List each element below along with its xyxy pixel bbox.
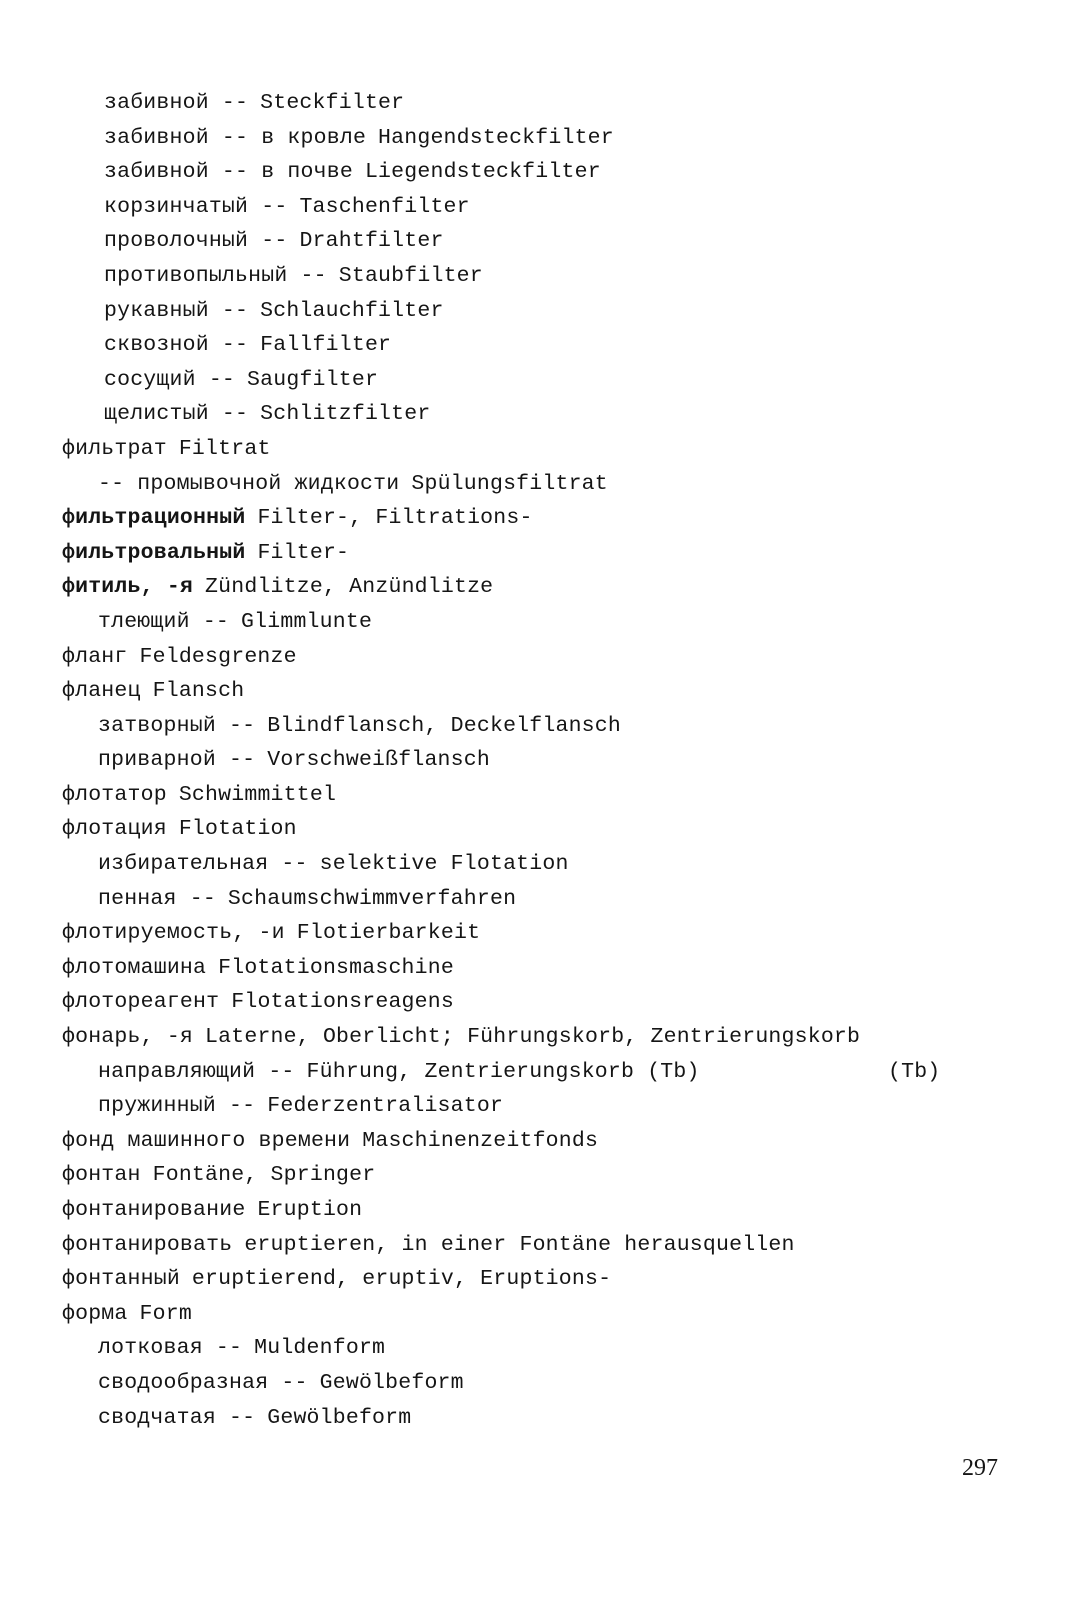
russian-term: фонд машинного времени	[62, 1128, 351, 1153]
german-translation: Laterne, Oberlicht; Führungskorb, Zentrierungskorb	[205, 1025, 861, 1050]
russian-term: фильтровальный	[62, 540, 246, 565]
german-translation: Schwimmittel	[178, 782, 337, 807]
german-translation: Staubfilter	[338, 263, 483, 288]
russian-term: приварной --	[98, 748, 256, 773]
german-translation: Flotationsmaschine	[218, 955, 454, 980]
dictionary-entry	[0, 951, 1084, 986]
russian-term: избирательная --	[98, 852, 308, 877]
dictionary-entry	[0, 1193, 1084, 1228]
dictionary-entry	[0, 1366, 1084, 1401]
dictionary-entry	[0, 1228, 1084, 1263]
german-translation: Filtrat	[178, 436, 271, 461]
russian-term: флотатор	[62, 782, 167, 807]
russian-term: пружинный --	[98, 1094, 256, 1119]
german-translation: Form	[139, 1301, 192, 1326]
russian-term: щелистый --	[104, 402, 249, 427]
russian-term: затворный --	[98, 713, 256, 738]
russian-term: рукавный --	[104, 298, 249, 323]
margin-note: (Tb)	[888, 1059, 941, 1084]
dictionary-entry	[0, 155, 1084, 190]
german-translation: Maschinenzeitfonds	[362, 1128, 599, 1153]
russian-term: фитиль, -я	[62, 575, 194, 600]
russian-term: фонтанный	[62, 1267, 180, 1292]
russian-term: фонарь, -я	[62, 1025, 194, 1050]
dictionary-entry	[0, 1401, 1084, 1436]
german-translation: Flotation	[178, 817, 297, 842]
german-translation: Fontäne, Springer	[152, 1163, 376, 1188]
russian-term: забивной -- в почве	[104, 160, 353, 185]
russian-term: противопыльный --	[104, 263, 327, 288]
dictionary-entry	[0, 467, 1084, 502]
dictionary-entry	[0, 397, 1084, 432]
dictionary-entry	[0, 605, 1084, 640]
dictionary-entry	[0, 570, 1084, 605]
german-translation: eruptierend, eruptiv, Eruptions-	[191, 1267, 612, 1292]
page-number: 297	[962, 1455, 998, 1481]
russian-term: -- промывочной жидкости	[98, 471, 400, 496]
dictionary-entry	[0, 640, 1084, 675]
german-translation: eruptieren, in einer Fontäne herausquellen	[244, 1232, 795, 1257]
dictionary-entry	[0, 1089, 1084, 1124]
dictionary-entry	[0, 1297, 1084, 1332]
russian-term: форма	[62, 1301, 128, 1326]
russian-term: забивной --	[104, 91, 249, 115]
german-translation: Eruption	[257, 1198, 363, 1222]
russian-term: флотируемость, -и	[62, 921, 285, 946]
german-translation: Führung, Zentrierungskorb (Tb)	[306, 1059, 700, 1084]
german-translation: Blindflansch, Deckelflansch	[267, 713, 621, 738]
dictionary-entry	[0, 536, 1084, 571]
german-translation: Feldesgrenze	[139, 644, 297, 669]
dictionary-entry	[0, 1055, 1084, 1090]
german-translation: Flansch	[152, 679, 245, 704]
german-translation: Vorschweißflansch	[267, 748, 490, 773]
russian-term: сквозной --	[104, 333, 249, 358]
dictionary-entry	[0, 294, 1084, 329]
russian-term: фланец	[62, 679, 141, 704]
dictionary-entry	[0, 1124, 1084, 1159]
german-translation: Taschenfilter	[299, 194, 470, 219]
german-translation: Schlauchfilter	[260, 298, 444, 323]
dictionary-entry	[0, 1020, 1084, 1055]
german-translation: Glimmlunte	[241, 609, 373, 634]
german-translation: Flotierbarkeit	[296, 921, 481, 946]
german-translation: Schlitzfilter	[260, 402, 431, 427]
german-translation: Flotationsreagens	[231, 990, 454, 1015]
dictionary-entry	[0, 985, 1084, 1020]
dictionary-entry	[0, 363, 1084, 398]
german-translation: Liegendsteckfilter	[364, 160, 601, 185]
german-translation: Gewölbeform	[319, 1370, 464, 1395]
dictionary-entry	[0, 328, 1084, 363]
russian-term: сводообразная --	[98, 1370, 308, 1395]
dictionary-entry	[0, 190, 1084, 225]
russian-term: флотореагент	[62, 990, 220, 1015]
dictionary-entry	[0, 501, 1084, 536]
dictionary-entry	[0, 1262, 1084, 1297]
german-translation: Filter-	[257, 540, 350, 565]
russian-term: фильтрационный	[62, 506, 246, 531]
german-translation: Steckfilter	[260, 91, 405, 115]
dictionary-entry	[0, 743, 1084, 778]
dictionary-entry	[0, 916, 1084, 951]
russian-term: пенная --	[98, 886, 216, 911]
dictionary-entry	[0, 259, 1084, 294]
german-translation: Schaumschwimmverfahren	[227, 886, 517, 911]
german-translation: selektive Flotation	[319, 852, 569, 877]
russian-term: фланг	[62, 644, 128, 669]
russian-term: фонтан	[62, 1163, 141, 1188]
russian-term: корзинчатый --	[104, 194, 288, 219]
dictionary-entry	[0, 86, 1084, 121]
dictionary-entry	[0, 709, 1084, 744]
russian-term: проволочный --	[104, 229, 288, 254]
dictionary-entry	[0, 674, 1084, 709]
dictionary-entry	[0, 224, 1084, 259]
german-translation: Hangendsteckfilter	[378, 125, 614, 150]
russian-term: флотомашина	[62, 955, 207, 980]
dictionary-entry	[0, 778, 1084, 813]
russian-term: фонтанирование	[62, 1198, 246, 1222]
russian-term: сводчатая --	[98, 1405, 256, 1430]
russian-term: флотация	[62, 817, 167, 842]
russian-term: тлеющий --	[98, 609, 230, 634]
dictionary-entry	[0, 882, 1084, 917]
german-translation: Spülungsfiltrat	[411, 471, 608, 496]
russian-term: направляющий --	[98, 1059, 295, 1084]
dictionary-entry	[0, 121, 1084, 156]
russian-term: фильтрат	[62, 436, 167, 461]
russian-term: фонтанировать	[62, 1232, 233, 1257]
german-translation: Federzentralisator	[267, 1094, 504, 1119]
german-translation: Saugfilter	[247, 367, 379, 392]
german-translation: Fallfilter	[260, 333, 392, 358]
dictionary-entry	[0, 812, 1084, 847]
dictionary-entry	[0, 847, 1084, 882]
russian-term: сосущий --	[104, 367, 236, 392]
german-translation: Filter-, Filtrations-	[257, 506, 533, 531]
dictionary-entry	[0, 432, 1084, 467]
russian-term: забивной -- в кровле	[104, 125, 367, 150]
german-translation: Gewölbeform	[267, 1405, 412, 1430]
entry-list	[0, 86, 1084, 1435]
german-translation: Muldenform	[254, 1336, 386, 1361]
german-translation: Zündlitze, Anzündlitze	[205, 575, 494, 600]
german-translation: Drahtfilter	[299, 229, 444, 254]
dictionary-entry	[0, 1331, 1084, 1366]
russian-term: лотковая --	[98, 1336, 243, 1361]
dictionary-entry	[0, 1158, 1084, 1193]
